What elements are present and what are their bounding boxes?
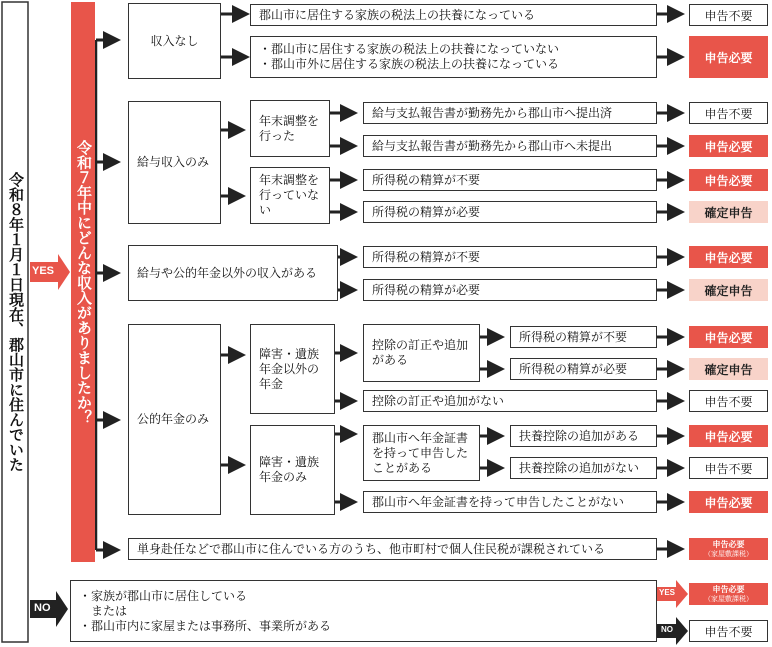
no-branch-yes-label: YES bbox=[659, 588, 676, 597]
cond-single-assignment: 単身赴任などで郡山市に住んでいる方のうち、他市町村で個人住民税が課税されている bbox=[128, 538, 657, 560]
result-need-3: 申告必要 bbox=[689, 169, 768, 191]
no-branch-no-label: NO bbox=[661, 625, 673, 634]
cond-dependent-none: 扶養控除の追加がない bbox=[510, 457, 657, 479]
cond-yearend-done: 年末調整を行った bbox=[250, 100, 330, 157]
result-need-4: 申告必要 bbox=[689, 246, 768, 268]
income-other: 給与や公的年金以外の収入がある bbox=[128, 245, 338, 301]
result-none-4: 申告不要 bbox=[689, 457, 768, 479]
cond-report-not: 給与支払報告書が勤務先から郡山市へ未提出 bbox=[363, 135, 657, 157]
cond-not-dependent-line1: ・郡山市に居住する家族の税法上の扶養になっていない bbox=[259, 42, 560, 56]
yes-label: YES bbox=[32, 265, 55, 277]
cond-pension-disability: 障害・遺族年金のみ bbox=[250, 425, 335, 515]
cond-settle-no-other: 所得税の精算が不要 bbox=[363, 246, 657, 268]
result-none-3: 申告不要 bbox=[689, 390, 768, 412]
cond-settle-no-pension: 所得税の精算が不要 bbox=[510, 326, 657, 348]
result-household-2 bbox=[689, 583, 768, 605]
result-need-2: 申告必要 bbox=[689, 135, 768, 157]
income-none: 収入なし bbox=[128, 3, 221, 79]
cond-deduct-none: 控除の訂正や追加がない bbox=[363, 390, 657, 412]
cond-settle-no-salary: 所得税の精算が不要 bbox=[363, 169, 657, 191]
cond-not-dependent-line2: ・郡山市外に居住する家族の税法上の扶養になっている bbox=[259, 57, 560, 71]
cond-settle-yes-salary: 所得税の精算が必要 bbox=[363, 201, 657, 223]
cond-report-submitted: 給与支払報告書が勤務先から郡山市へ提出済 bbox=[363, 102, 657, 124]
result-need-5: 申告必要 bbox=[689, 326, 768, 348]
no-branch-line3: ・郡山市内に家屋または事務所、事業所がある bbox=[79, 618, 332, 633]
cond-dependent: 郡山市に居住する家族の税法上の扶養になっている bbox=[250, 4, 657, 26]
result-final-2: 確定申告 bbox=[689, 279, 768, 301]
income-pension: 公的年金のみ bbox=[128, 324, 221, 515]
result-household-1-sub: （家屋敷課税） bbox=[704, 550, 753, 558]
result-household-2-sub: （家屋敷課税） bbox=[704, 595, 753, 603]
no-branch-conditions bbox=[70, 580, 657, 642]
no-branch-line2: または bbox=[91, 603, 128, 618]
result-need-6: 申告必要 bbox=[689, 425, 768, 447]
cond-settle-yes-other: 所得税の精算が必要 bbox=[363, 279, 657, 301]
result-household-1 bbox=[689, 538, 768, 560]
cond-settle-yes-pension: 所得税の精算が必要 bbox=[510, 358, 657, 380]
result-none-2: 申告不要 bbox=[689, 102, 768, 124]
cond-pension-other: 障害・遺族年金以外の年金 bbox=[250, 324, 335, 414]
result-final-3: 確定申告 bbox=[689, 358, 768, 380]
cond-deduct-change: 控除の訂正や追加がある bbox=[363, 324, 480, 382]
cond-cert-yes: 郡山市へ年金証書を持って申告したことがある bbox=[363, 425, 480, 481]
income-salary: 給与収入のみ bbox=[128, 101, 221, 224]
no-label: NO bbox=[34, 602, 51, 614]
result-final-1: 確定申告 bbox=[689, 201, 768, 223]
cond-not-dependent bbox=[250, 36, 657, 78]
cond-yearend-not: 年末調整を行っていない bbox=[250, 167, 330, 224]
no-branch-line1: ・家族が郡山市に居住している bbox=[79, 588, 248, 603]
result-need-7: 申告必要 bbox=[689, 491, 768, 513]
cond-cert-no: 郡山市へ年金証書を持って申告したことがない bbox=[363, 491, 657, 513]
result-need-1: 申告必要 bbox=[689, 36, 768, 78]
result-none-5: 申告不要 bbox=[689, 620, 768, 642]
income-question: 令和７年中にどんな収入がありましたか？ bbox=[71, 2, 95, 562]
result-household-1-main: 申告必要 bbox=[712, 539, 745, 549]
cond-dependent-add: 扶養控除の追加がある bbox=[510, 425, 657, 447]
residence-condition-label: 令和８年１月１日現在、郡山市に住んでいた bbox=[7, 172, 24, 472]
result-household-2-main: 申告必要 bbox=[712, 584, 745, 594]
result-none-1: 申告不要 bbox=[689, 4, 768, 26]
